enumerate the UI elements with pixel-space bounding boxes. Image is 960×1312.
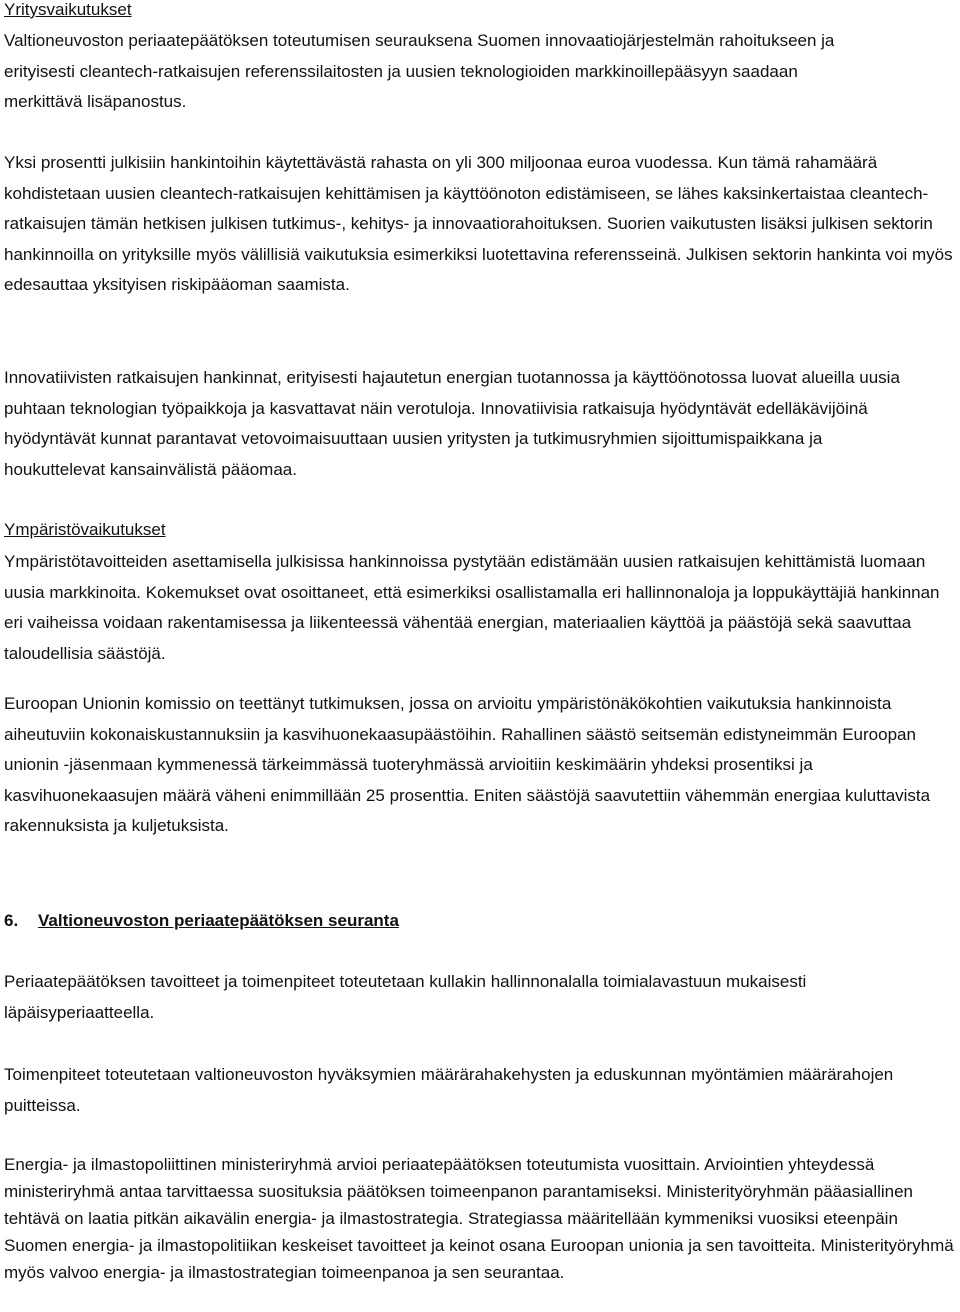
paragraph-environment-2: Euroopan Unionin komissio on teettänyt tutkimuksen, jossa on arvioitu ympäristönäkökohtien vaikutuksia hankinnoista aiheutuviin kokonaiskustannuksiin ja kasvihuonekaasupäästöihin. Rahallinen säästö seitsemän edistyneimmän Euroopan unionin -jäsenmaan kymmenessä tärkeimmässä tuoteryhmässä arvioitiin keskimäärin yhdeksi prosentiksi ja kasvihuonekaasujen määrä väheni enimmillään 25 prosenttia. Eniten säästöjä saavutettiin vähemmän energiaa kuluttavista rakennuksista ja kuljetuksista. [4, 694, 931, 835]
section-title-text: Valtioneuvoston periaatepäätöksen seuranta [38, 911, 399, 930]
paragraph-environment-1: Ympäristötavoitteiden asettamisella julkisissa hankinnoissa pystytään edistämään uusien ratkaisujen kehittämistä luomaan uusia markkinoita. Kokemukset ovat osoittaneet, että esimerkiksi osallistamalla eri hallinnonaloja ja loppukäyttäjiä hankinnan eri vaiheissa voidaan rakentamisessa ja liikenteessä vähentää energian, materiaalien käyttöä ja päästöjä sekä saavuttaa taloudellisia säästöjä. [4, 552, 940, 663]
paragraph-business-2: Yksi prosentti julkisiin hankintoihin käytettävästä rahasta on yli 300 miljoonaa euroa vuodessa. Kun tämä rahamäärä kohdistetaan uusien cleantech-ratkaisujen kehittämisen ja käyttöönoton edistämiseen, se lähes kaksinkertaistaa cleantech-ratkaisujen tämän hetkisen julkisen tutkimus-, kehitys- ja innovaatiorahoituksen. Suorien vaikutusten lisäksi julkisen sektorin hankinnoilla on yrityksille myös välillisiä vaikutuksia esimerkiksi luotettavina referensseinä. Julkisen sektorin hankinta voi myös edesauttaa yksityisen riskipääoman saamista. [4, 153, 953, 294]
paragraph-monitoring-3: Energia- ja ilmastopoliittinen ministeriryhmä arvioi periaatepäätöksen toteutumista vuosittain. Arviointien yhteydessä ministeriryhmä antaa tarvittaessa suosituksia päätöksen toimeenpanon parantamiseksi. Ministerityöryhmän pääasiallinen tehtävä on laatia pitkän aikavälin energia- ja ilmastostrategia. Strategiassa määritellään kymmeniksi vuosiksi eteenpäin Suomen energia- ja ilmastopolitiikan keskeiset tavoitteet ja keinot osana Euroopan unionia ja sen tavoitteita. Ministerityöryhmä myös valvoo energia- ja ilmastostrategian toimeenpanoa ja sen seurantaa. [4, 1155, 954, 1282]
paragraph-business-3: Innovatiivisten ratkaisujen hankinnat, erityisesti hajautetun energian tuotannossa ja käyttöönotossa luovat alueilla uusia puhtaan teknologian työpaikkoja ja kasvattavat näin verotuloja. Innovatiivisia ratkaisuja hyödyntävät edelläkävijöinä hyödyntävät kunnat parantavat vetovoimaisuuttaan uusien yritysten ja tutkimusryhmien sijoittumispaikkana ja houkuttelevat kansainvälistä pääomaa. [4, 368, 900, 479]
paragraph-business-1: Valtioneuvoston periaatepäätöksen toteutumisen seurauksena Suomen innovaatiojärjestelmän rahoitukseen ja erityisesti cleantech-ratkaisujen referenssilaitosten ja uusien teknologioiden markkinoillepääsyyn saadaan merkittävä lisäpanostus. [4, 31, 835, 111]
section-title-monitoring [4, 906, 399, 936]
section-number: 6. [4, 911, 19, 930]
paragraph-monitoring-1: Periaatepäätöksen tavoitteet ja toimenpiteet toteutetaan kullakin hallinnonalalla toimialavastuun mukaisesti läpäisyperiaatteella. [4, 972, 807, 1022]
heading-environmental-impacts: Ympäristövaikutukset [4, 520, 166, 539]
heading-business-impacts: Yritysvaikutukset [4, 0, 132, 19]
paragraph-monitoring-2: Toimenpiteet toteutetaan valtioneuvoston hyväksymien määrärahakehysten ja eduskunnan myöntämien määrärahojen puitteissa. [4, 1065, 894, 1115]
